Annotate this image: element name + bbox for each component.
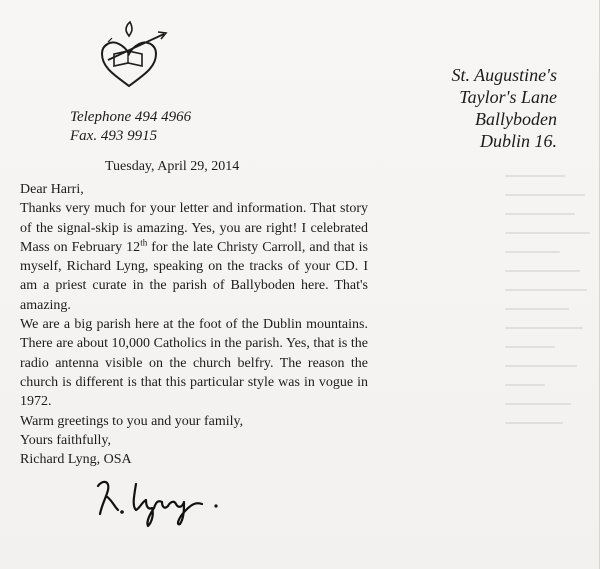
greeting: Dear Harri,: [20, 182, 84, 197]
sender-address: [357, 64, 557, 152]
bleed-through-marks: [505, 175, 595, 475]
address-line-2: Taylor's Lane: [459, 87, 557, 107]
closing-valediction: Yours faithfully,: [20, 432, 112, 448]
handwritten-signature: [92, 474, 232, 530]
fax-line: Fax. 493 9915: [70, 128, 158, 144]
paragraph-1-text-b: for the late Christy Carroll, and that is myself, Richard Lyng, speaking on the tracks of your CD. I am a priest curate in the parish of Ballyboden here. That's amazing.: [20, 239, 368, 313]
address-line-3: Ballyboden: [475, 109, 557, 129]
paragraph-1: [20, 199, 368, 315]
ordinal-suffix: th: [140, 237, 148, 248]
sender-name: Richard Lyng, OSA: [20, 452, 132, 468]
paragraph-1-text-a: Thanks very much for your letter and information. That story of the signal-skip is amazing. Yes, you are right! I celebrated Mass on February 12: [20, 201, 368, 255]
augustinian-crest-icon: [94, 20, 170, 90]
contact-info: [70, 108, 191, 146]
telephone-line: Telephone 494 4966: [70, 109, 192, 125]
address-line-1: St. Augustine's: [451, 65, 557, 85]
letter-body: [20, 180, 368, 469]
paragraph-2: We are a big parish here at the foot of the Dublin mountains. There are about 10,000 Catholics in the parish. Yes, that is the radio antenna visible on the church belfry. The reason the church is different is that this particular style was in vogue in 1972.: [20, 317, 368, 410]
closing-greeting: Warm greetings to you and your family,: [20, 413, 244, 429]
address-line-4: Dublin 16.: [479, 131, 557, 151]
letter-date: Tuesday, April 29, 2014: [105, 159, 240, 174]
